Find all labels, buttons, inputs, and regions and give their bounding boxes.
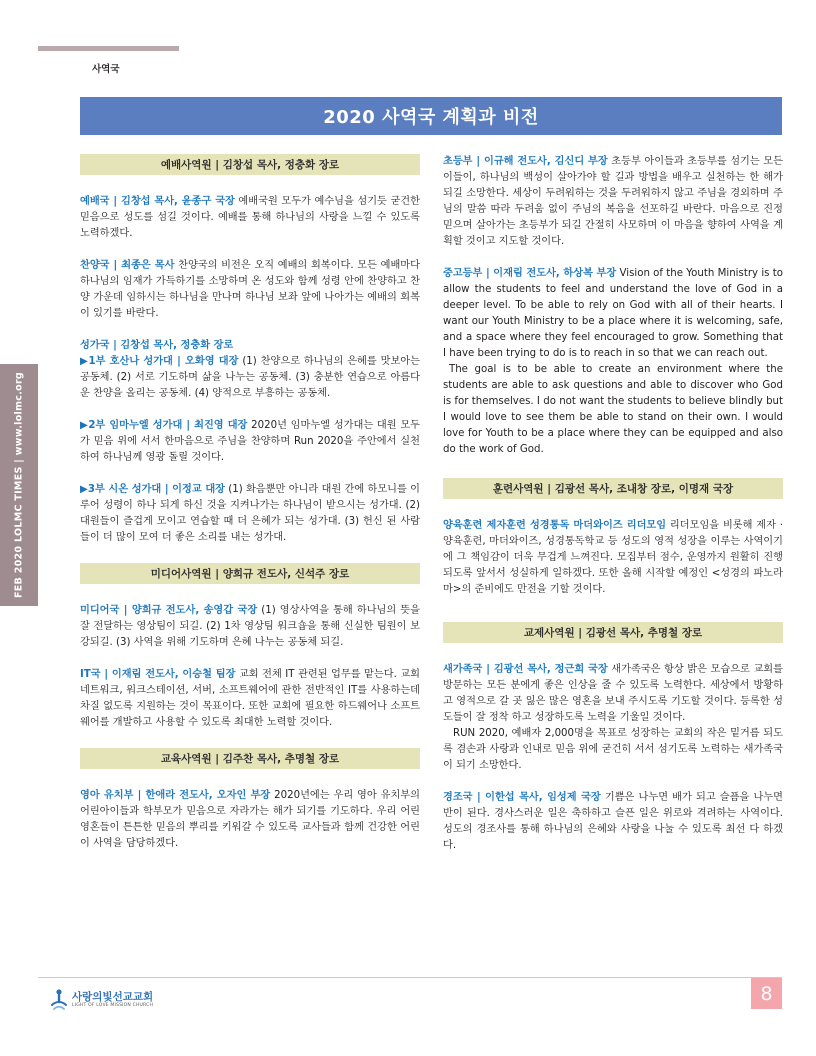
title-banner: [80, 97, 782, 135]
training-paragraph: [443, 518, 783, 598]
chanyang-text: 찬양국의 비전은 오직 예배의 회복이다. 모든 예배마다 하나님의 임재가 가득하기를 소망하며 온 성도와 함께 성령 안에 찬양하고 찬양 가운데 임하시는 하나님을 만나며 하나님 보좌 앞에 나아가는 예배의 회복이 있기를 바란다.: [80, 260, 420, 319]
it-text: 교회 전체 IT 관련된 업무를 맡는다. 교회 네트워크, 워크스테이션, 서버, 소프트웨어에 관한 전반적인 IT를 사용하는데 차질 없도록 지원하는 것이 목표이다. 또한 교회에 필요한 하드웨어나 소프트웨어를 개발하고 사용할 수 있도록 최대한 노력할 것이다.: [80, 669, 420, 728]
elementary-paragraph: [443, 154, 783, 250]
footer-rule: [38, 977, 782, 978]
page-title: 2020 사역국 계획과 비전: [323, 107, 539, 128]
training-dept-header: 훈련사역원 | 김광선 목사, 조내창 장로, 이명재 국장: [443, 478, 783, 499]
newfamily-text: 새가족국은 항상 밝은 모습으로 교회를 방문하는 모든 분에게 좋은 인상을 줄 수 있도록 노력한다. 세상에서 방황하고 영적으로 갈 곳 잃은 많은 영혼을 보내 주시도록 기도할 것이다. 등록한 성도들이 잘 정착 하고 성장하도록 노력을 기울일 것이다.: [443, 664, 783, 723]
infant-label: 영아 유치부 | 한애라 전도사, 오자인 부장: [80, 790, 271, 801]
elementary-text: 초등부 아이들과 초등부를 섬기는 모든 이들이, 하나님의 백성이 살아가야 할 길과 방법을 배우고 실천하는 한 해가 되길 소망한다. 세상이 두려워하는 것을 두려워하지 않고 주님을 경외하며 주님의 말씀 따라 두려움 없이 주님의 복음을 선포하길 바란다. 마음으로 진정 믿으며 살아가는 초등부가 되길 간절히 사모하며 이 마음을 향하여 사역을 계획할 것이고 지도할 것이다.: [443, 156, 783, 247]
media-paragraph: [80, 603, 420, 651]
youth-paragraph: [443, 266, 783, 362]
choir-2-paragraph: [80, 418, 420, 466]
media-dept-header: 미디어사역원 | 양희규 전도사, 신석주 장로: [80, 563, 420, 584]
gyeongjo-label: 경조국 | 이한섭 목사, 임성제 국장: [443, 792, 601, 803]
choir-1-text: (1) 찬양으로 하나님의 은혜를 맛보아는 공동체. (2) 서로 기도하며 삶을 나누는 공동체. (3) 충분한 연습으로 아름다운 찬양을 올리는 공동체. (4) 양적으로 부흥하는 공동체.: [80, 356, 420, 399]
youth-label: 중고등부 | 이재림 전도사, 하상복 부장: [443, 268, 617, 279]
worship-yebae-paragraph: [80, 194, 420, 242]
youth-text: Vision of the Youth Ministry is to allow the students to feel and understand the love of God in a deeper level. To be able to rely on God with all of their hearts. I want our Youth Ministry to be a place where it is welcoming, safe, and a space where they feel encouraged to grow. Something that I have been trying to do is to reach in so that we can reach out.: [443, 268, 783, 359]
newfamily-label: 새가족국 | 김광선 목사, 정근희 국장: [443, 664, 608, 675]
elementary-label: 초등부 | 이규해 전도사, 김신디 부장: [443, 156, 608, 167]
education-dept-header: 교육사역원 | 김주찬 목사, 추명철 장로: [80, 748, 420, 769]
logo-text: [72, 991, 153, 1009]
youth-text-2: The goal is to be able to create an environment where the students are able to ask questions and able to discover who God is for themselves. I do not want the students to believe blindly but I would love to see them be able to stand on their own. I would love for Youth to be a place where they can be equipped and also do the work of God.: [443, 364, 783, 455]
choir-1-label: ▶1부 호산나 성가대 | 오화영 대장: [80, 356, 239, 367]
worship-dept-header: 예배사역원 | 김창섭 목사, 정충화 장로: [80, 154, 420, 175]
worship-chanyang-paragraph: [80, 258, 420, 322]
newfamily-paragraph: [443, 662, 783, 726]
choir-2-text: 2020년 임마누엘 성가대는 대원 모두가 믿음 위에 서서 한마음으로 주님을 찬양하며 Run 2020을 주안에서 실천하여 하나님께 영광 돌릴 것이다.: [80, 420, 420, 463]
it-label: IT국 | 이재림 전도사, 이승철 팀장: [80, 669, 236, 680]
fellowship-dept-header: 교제사역원 | 김광선 목사, 추명철 장로: [443, 622, 783, 643]
choir-3-text: (1) 화음뿐만 아니라 대원 간에 하모니를 이루어 성령이 하나 되게 하신 것을 지켜나가는 하나님이 받으시는 성가대. (2) 대원들이 즐겁게 모이고 연습할 때 더 은혜가 되는 성가대. (3) 헌신 된 사람들이 더 많이 모여 더 좋은 소리를 내는 성가대.: [80, 484, 420, 543]
gyeongjo-paragraph: [443, 790, 783, 854]
choir-1-paragraph: [80, 354, 420, 402]
choir-2-label: ▶2부 임마누엘 성가대 | 최진영 대장: [80, 420, 248, 431]
logo-english-name: LIGHT OF LOVE MISSION CHURCH: [72, 1003, 154, 1008]
youth-paragraph-2: [443, 362, 783, 458]
infant-text: 2020년에는 우리 영아 유치부의 어린아이들과 학부모가 믿음으로 자라가는 해가 되기를 기도하다. 우리 어린 영혼들이 튼튼한 믿음의 뿌리를 키워갈 수 있도록 교사들과 함께 건강한 어린이 사역을 담당하겠다.: [80, 790, 420, 849]
church-logo: [50, 988, 153, 1012]
gyeongjo-text: 기쁨은 나누면 배가 되고 슬픔을 나누면 반이 된다. 경사스러운 일은 축하하고 슬픈 일은 위로와 격려하는 사역이다. 성도의 경조사를 통해 하나님의 은혜와 사랑을 나눌 수 있도록 최선 다 하겠다.: [443, 792, 783, 851]
page-number: 8: [751, 978, 782, 1009]
side-issue-text: FEB 2020 LOLMC TIMES | www.lolmc.org: [13, 371, 25, 599]
choir-title-text: 성가국 | 김창섭 목사, 정충화 장로: [80, 340, 234, 351]
it-paragraph: [80, 667, 420, 731]
infant-paragraph: [80, 788, 420, 852]
media-label: 미디어국 | 양희규 전도사, 송영갑 국장: [80, 605, 258, 616]
media-text: (1) 영상사역을 통해 하나님의 뜻을 잘 전달하는 영상팀이 되길. (2) 1차 영상팀 워크숍을 통해 신실한 팀원이 보강되길. (3) 사역을 위해 기도하며 은혜 나누는 공동체 되길.: [80, 605, 420, 648]
choir-3-paragraph: [80, 482, 420, 546]
church-logo-icon: [50, 988, 68, 1012]
logo-korean-name: 사랑의빛선교교회: [72, 991, 154, 1003]
yebae-label: 예배국 | 김창섭 목사, 윤종구 국장: [80, 196, 235, 207]
right-column: [443, 154, 783, 854]
newfamily-paragraph-2: [443, 726, 783, 774]
section-label: 사역국: [92, 64, 120, 75]
newfamily-text-2: RUN 2020, 예배자 2,000명을 목표로 성장하는 교회의 작은 밑거름 되도록 겸손과 사랑과 인내로 믿음 위에 굳건히 서서 섬기도록 노력하는 새가족국이 되기 소망한다.: [443, 728, 783, 771]
yebae-text: 예배국원 모두가 예수님을 섬기듯 굳건한 믿음으로 성도를 섬길 것이다. 예배를 통해 하나님의 사랑을 느낄 수 있도록 노력하겠다.: [80, 196, 420, 239]
top-rule: [38, 46, 179, 51]
training-label: 양육훈련 제자훈련 성경통독 마더와이즈 리더모임: [443, 520, 667, 531]
choir-title: [80, 338, 420, 354]
choir-3-label: ▶3부 시온 성가대 | 이정교 대장: [80, 484, 225, 495]
chanyang-label: 찬양국 | 최종은 목사: [80, 260, 175, 271]
training-text: 리더모임을 비롯해 제자 · 양육훈련, 마더와이즈, 성경통독학교 등 성도의 영적 성장을 이루는 사역이기에 그 책임감이 더욱 무겁게 느껴진다. 모집부터 점수, 운영까지 원활히 진행되도록 앞서서 성실하게 일하겠다. 또한 올해 시작할 예정인 <성경의 파노라마>의 준비에도 만전을 기할 것이다.: [443, 520, 783, 595]
left-column: [80, 154, 420, 852]
